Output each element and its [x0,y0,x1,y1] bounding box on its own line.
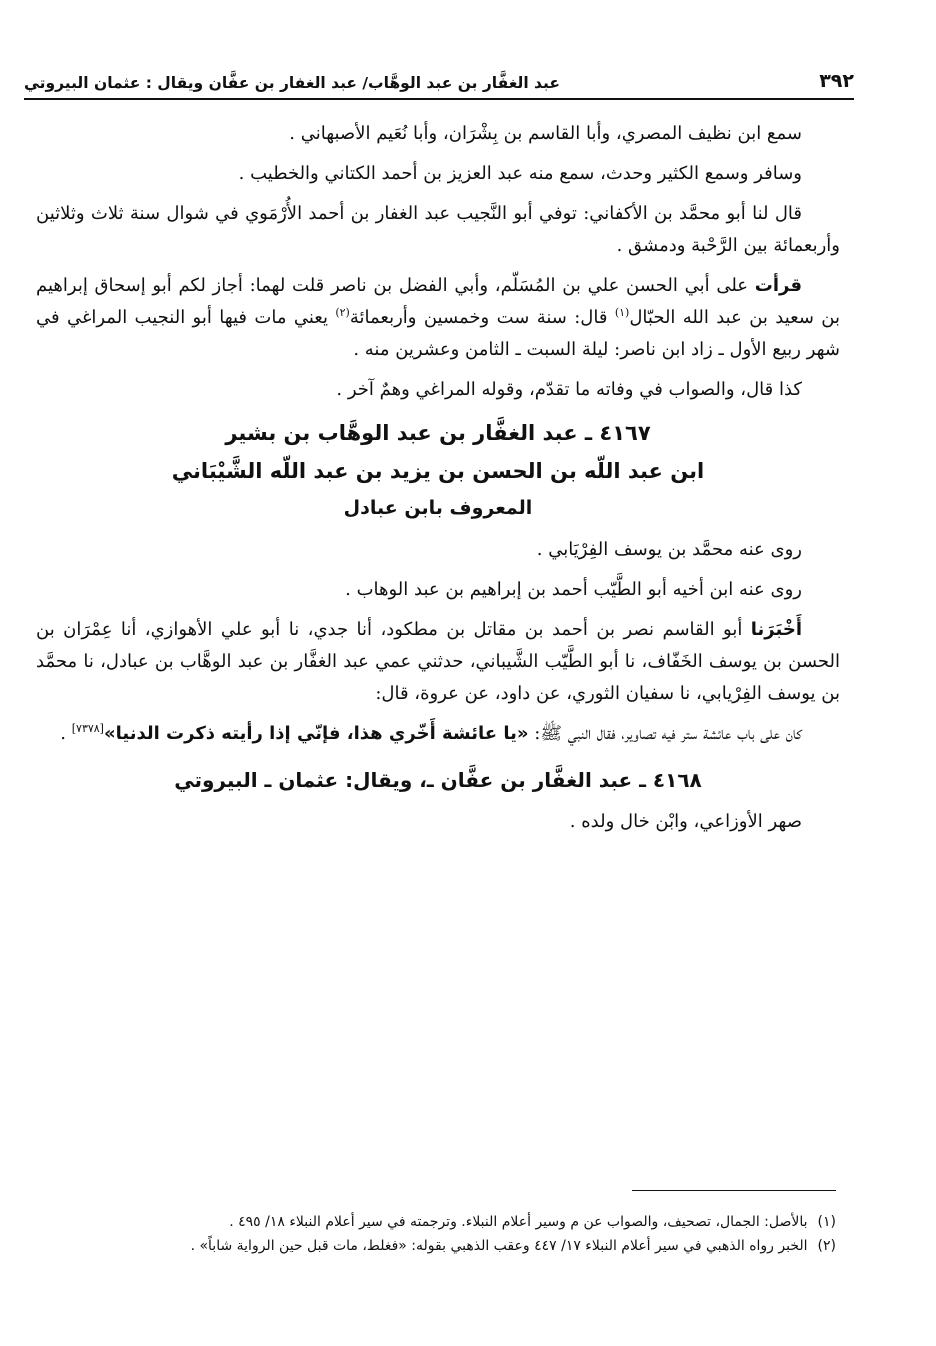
hadith-number: [٧٣٧٨] [71,722,104,735]
footnote-text: بالأصل: الجمال، تصحيف، والصواب عن م وسير أعلام النبلاء. وترجمته في سير أعلام النبلاء ١٨/ ٤٩٥ . [229,1214,808,1230]
entry-heading-4168: ٤١٦٨ ـ عبد الغفَّار بن عفَّان ـ، ويقال: عثمان ـ البيروتي [174,768,702,792]
running-title: عبد الغفَّار بن عبد الوهَّاب/ عبد الغفار بن عفَّان ويقال : عثمان البيروتي [24,74,560,92]
isnad-paragraph [36,614,840,710]
isnad-lead-word: أَخْبَرَنا [750,619,802,640]
paragraph: روى عنه محمَّد بن يوسف الفِرْيَابي . [536,539,802,560]
footnotes [50,1210,836,1258]
paragraph: روى عنه ابن أخيه أبو الطَّيّب أحمد بن إبراهيم بن عبد الوهاب . [345,579,802,600]
footnote-number: (٢) [817,1238,836,1254]
reading-text: على أبي الحسن علي بن المُسَلّم، وأبي الفضل بن ناصر قلت لهما: أجاز لكم أبو إسحاق إبراهيم بن سعيد بن عبد الله الحبّال [36,275,840,328]
footnote [50,1234,836,1258]
paragraph: قال لنا أبو محمَّد بن الأكفاني: توفي أبو النَّجيب عبد الغفار بن أحمد الأُرْمَوي في شوال سنة ثلاث وثلاثين وأربعمائة بين الرَّحْبة ودمشق . [36,203,840,256]
running-header [24,62,854,100]
comment-paragraph: كذا قال، والصواب في وفاته ما تقدّم، وقوله المراغي وهمٌ آخر . [336,379,802,400]
reading-lead-word: قرأت [754,275,802,296]
reading-paragraph [36,270,840,366]
paragraph: وسافر وسمع الكثير وحدث، سمع منه عبد العزيز بن أحمد الكتاني والخطيب . [238,163,802,184]
reading-text: قال: سنة ست وخمسين وأربعمائة [349,307,615,328]
hadith-quote: «يا عائشة أَخّري هذا، فإنّي إذا رأيته ذكرت الدنيا» [103,723,529,744]
hadith-paragraph [36,718,840,750]
footnote-divider [632,1190,836,1191]
reading-text: يعني مات فيها أبو النجيب المراغي في شهر ربيع الأول ـ زاد ابن ناصر: ليلة السبت ـ الثامن وعشرين منه . [36,307,840,360]
paragraph: سمع ابن نظيف المصري، وأبا القاسم بن بِشْرَان، وأبا نُعَيم الأصبهاني . [289,123,802,144]
isnad-text: أبو القاسم نصر بن أحمد بن مقاتل بن مطكود، أنا جدي، نا أبو علي الأهوازي، أنا عِمْرَان بن الحسن بن يوسف الخَفّاف، نا أبو الطَّيّب الشَّيباني، حدثني عمي عبد الغفَّار بن عبد الوهَّاب بن عبادل، نا محمَّد بن يوسف الفِرْيابي، نا سفيان الثوري، عن داود، عن عروة، قال: [36,619,840,704]
hadith-end: . [60,723,72,744]
footnote-ref[interactable]: (١) [614,306,630,319]
entry-heading-4167 [36,414,840,526]
footnote [50,1210,836,1234]
footnote-text: الخبر رواه الذهبي في سير أعلام النبلاء ١٧/ ٤٤٧ وعقب الذهبي بقوله: «فغلط، مات قبل حين الرواية شاباً» . [190,1238,808,1254]
footnote-ref[interactable]: (٢) [335,306,350,319]
main-text [36,118,840,846]
entry-heading-line: ٤١٦٧ ـ عبد الغفَّار بن عبد الوهَّاب بن بشير [225,421,651,445]
entry-heading-line: ابن عبد اللّه بن الحسن بن يزيد بن عبد اللّه الشَّيْبَاني [171,459,705,483]
footnote-number: (١) [817,1214,836,1230]
paragraph: صهر الأوزاعي، وابْن خال ولده . [569,811,802,832]
hadith-text: كان على باب عائشة ستر فيه تصاوير، فقال النبي ﷺ: [528,723,802,744]
entry-heading-line: المعروف بابن عبادل [343,497,533,519]
page-number: ٣٩٢ [819,70,854,92]
